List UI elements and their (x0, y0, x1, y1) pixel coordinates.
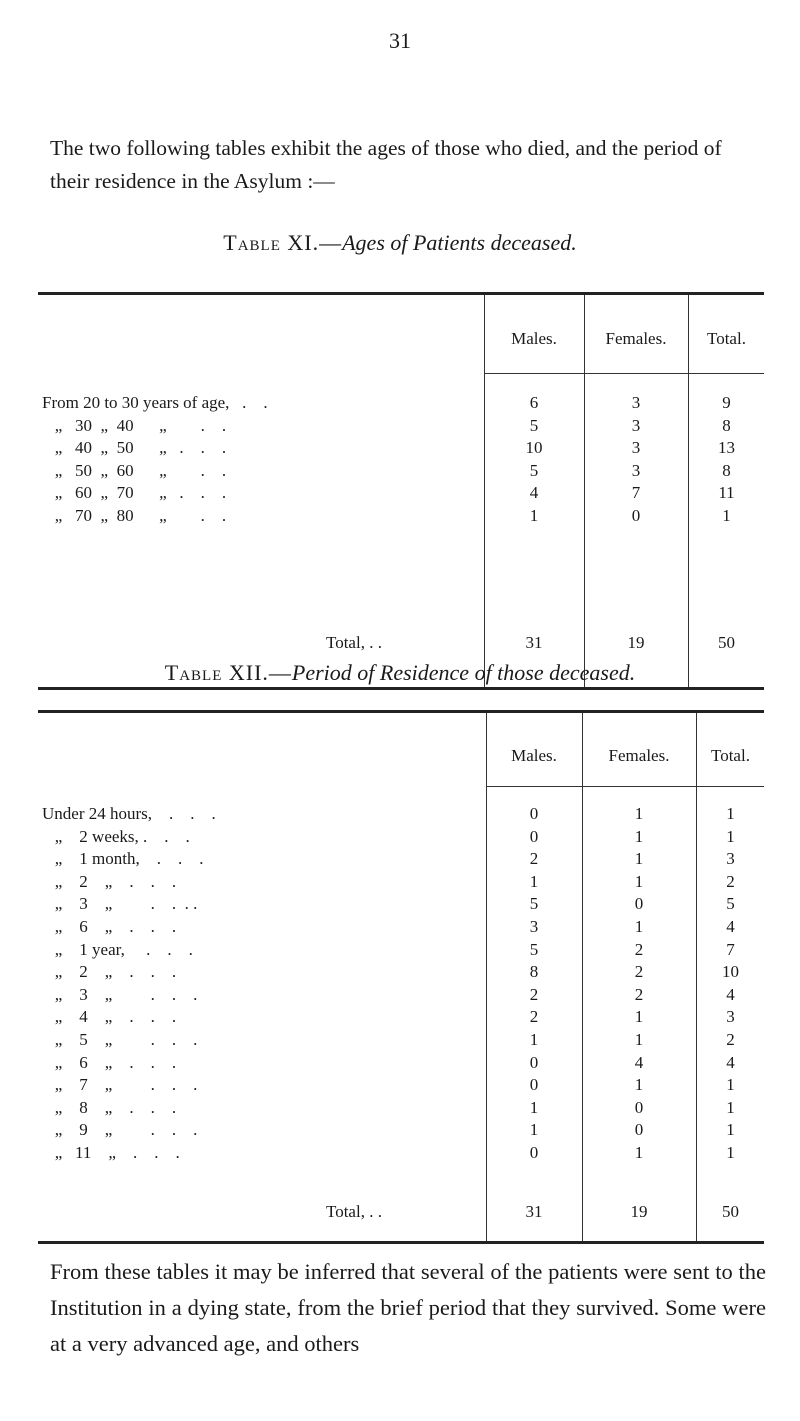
cell-males: 1 (529, 871, 539, 891)
cell-total: 10 (722, 962, 739, 982)
cell-females: 2 (634, 939, 644, 959)
row-label: „ 8 „ . . . (42, 1097, 177, 1117)
header-total: Total. (707, 329, 746, 348)
cell-males: 2 (529, 984, 539, 1004)
cell-females: 0 (634, 894, 644, 914)
cell-females: 1 (634, 1075, 644, 1095)
cell-females: 0 (634, 1097, 644, 1117)
header-rule (484, 373, 764, 374)
cell-total: 8 (722, 415, 731, 435)
row-label: „ 2 „ . . . (42, 962, 177, 982)
cell-total: 1 (726, 1075, 735, 1095)
cell-total: 13 (718, 438, 735, 457)
header-rule (486, 786, 764, 787)
cell-females: 3 (631, 438, 641, 457)
cell-males: 2 (529, 1007, 539, 1027)
cell-males: 8 (529, 962, 539, 982)
total-males: 31 (525, 1202, 543, 1221)
cell-total: 5 (726, 894, 735, 914)
table-11 (38, 292, 764, 690)
cell-males: 3 (529, 917, 539, 936)
cell-total: 1 (722, 505, 731, 525)
header-females: Females. (605, 329, 667, 348)
total-males: 31 (525, 633, 543, 652)
cell-females: 1 (634, 1030, 644, 1049)
cell-females: 1 (634, 1143, 644, 1162)
intro-paragraph: The two following tables exhibit the ages of those who died, and the period of their residence in the Asylum :— (50, 136, 722, 193)
cell-total: 1 (726, 804, 735, 823)
header-males: Males. (511, 329, 557, 348)
cell-males: 5 (529, 460, 539, 480)
table-12-caption-lead: Table XII.— (164, 660, 292, 685)
cell-females: 1 (634, 826, 644, 846)
cell-total: 3 (726, 1007, 735, 1027)
row-label: „ 1 month, . . . (42, 849, 204, 869)
table-11-caption-title: Ages of Patients deceased. (342, 230, 577, 255)
row-label: „ 30 „ 40 „ . . (42, 415, 227, 435)
cell-males: 4 (529, 483, 539, 502)
table-11-caption (0, 230, 800, 256)
cell-total: 1 (726, 826, 735, 846)
cell-females: 2 (634, 984, 644, 1004)
cell-males: 1 (529, 505, 539, 525)
cell-total: 11 (718, 483, 735, 502)
closing-paragraph: From these tables it may be inferred that several of the patients were sent to the Institution in a dying state, from the brief period that they survived. Some were at a very advanced age, and others (50, 1259, 766, 1356)
cell-total: 8 (722, 460, 731, 480)
cell-females: 0 (634, 1120, 644, 1140)
cell-females: 3 (631, 415, 641, 435)
cell-total: 4 (726, 917, 735, 936)
total-females: 19 (627, 633, 645, 652)
table-11-caption-lead: Table XI.— (223, 230, 343, 255)
cell-total: 2 (726, 871, 735, 891)
cell-males: 0 (529, 1143, 539, 1162)
row-label: „ 70 „ 80 „ . . (42, 505, 227, 525)
row-label: „ 7 „ . . . (42, 1075, 198, 1095)
cell-females: 1 (634, 917, 644, 936)
row-label: „ 11 „ . . . (42, 1143, 180, 1162)
row-label: „ 1 year, . . . (42, 939, 193, 959)
row-label: „ 2 weeks, . . . (42, 826, 190, 846)
cell-females: 0 (631, 505, 641, 525)
cell-males: 6 (529, 393, 539, 412)
cell-males: 0 (529, 1075, 539, 1095)
header-total: Total. (711, 746, 750, 765)
total-label: Total, . . (326, 633, 382, 652)
cell-males: 0 (529, 826, 539, 846)
total-total: 50 (722, 1202, 739, 1221)
cell-total: 9 (722, 393, 731, 412)
row-label: „ 6 „ . . . (42, 1052, 177, 1072)
cell-females: 3 (631, 393, 641, 412)
cell-males: 2 (529, 849, 539, 869)
cell-total: 3 (726, 849, 735, 869)
cell-females: 4 (634, 1052, 644, 1072)
table-12-caption-title: Period of Residence of those deceased. (291, 660, 636, 685)
cell-total: 4 (726, 1052, 735, 1072)
row-label: „ 40 „ 50 „ . . . (42, 438, 227, 457)
row-label: From 20 to 30 years of age, . . (42, 393, 268, 412)
row-label: „ 3 „ . . . . (42, 894, 198, 914)
cell-males: 5 (529, 894, 539, 914)
row-label: „ 50 „ 60 „ . . (42, 460, 227, 480)
cell-males: 1 (529, 1120, 539, 1140)
row-label: „ 9 „ . . . (42, 1120, 198, 1140)
row-label: „ 2 „ . . . (42, 871, 177, 891)
cell-total: 2 (726, 1030, 735, 1049)
cell-total: 4 (726, 984, 735, 1004)
cell-females: 1 (634, 871, 644, 891)
cell-females: 1 (634, 1007, 644, 1027)
cell-females: 7 (631, 483, 641, 502)
cell-males: 0 (529, 804, 539, 823)
cell-males: 5 (529, 939, 539, 959)
row-label: „ 5 „ . . . (42, 1030, 198, 1049)
cell-males: 0 (529, 1052, 539, 1072)
cell-females: 2 (634, 962, 644, 982)
cell-total: 1 (726, 1097, 735, 1117)
cell-males: 1 (529, 1030, 539, 1049)
table-12 (38, 710, 764, 1244)
cell-females: 1 (634, 804, 644, 823)
cell-females: 3 (631, 460, 641, 480)
cell-total: 1 (726, 1120, 735, 1140)
total-total: 50 (718, 633, 735, 652)
row-label: „ 6 „ . . . (42, 917, 177, 936)
total-females: 19 (630, 1202, 648, 1221)
cell-males: 5 (529, 415, 539, 435)
total-label: Total, . . (326, 1202, 382, 1221)
row-label: „ 4 „ . . . (42, 1007, 177, 1027)
cell-males: 1 (529, 1097, 539, 1117)
cell-males: 10 (525, 438, 543, 457)
header-males: Males. (511, 746, 557, 765)
page-number: 31 (389, 28, 411, 53)
cell-total: 1 (726, 1143, 735, 1162)
row-label: „ 3 „ . . . (42, 984, 198, 1004)
row-label: „ 60 „ 70 „ . . . (42, 483, 227, 502)
table-12-caption (0, 660, 800, 686)
row-label: Under 24 hours, . . . (42, 804, 216, 823)
cell-females: 1 (634, 849, 644, 869)
cell-total: 7 (726, 939, 735, 959)
header-females: Females. (608, 746, 670, 765)
